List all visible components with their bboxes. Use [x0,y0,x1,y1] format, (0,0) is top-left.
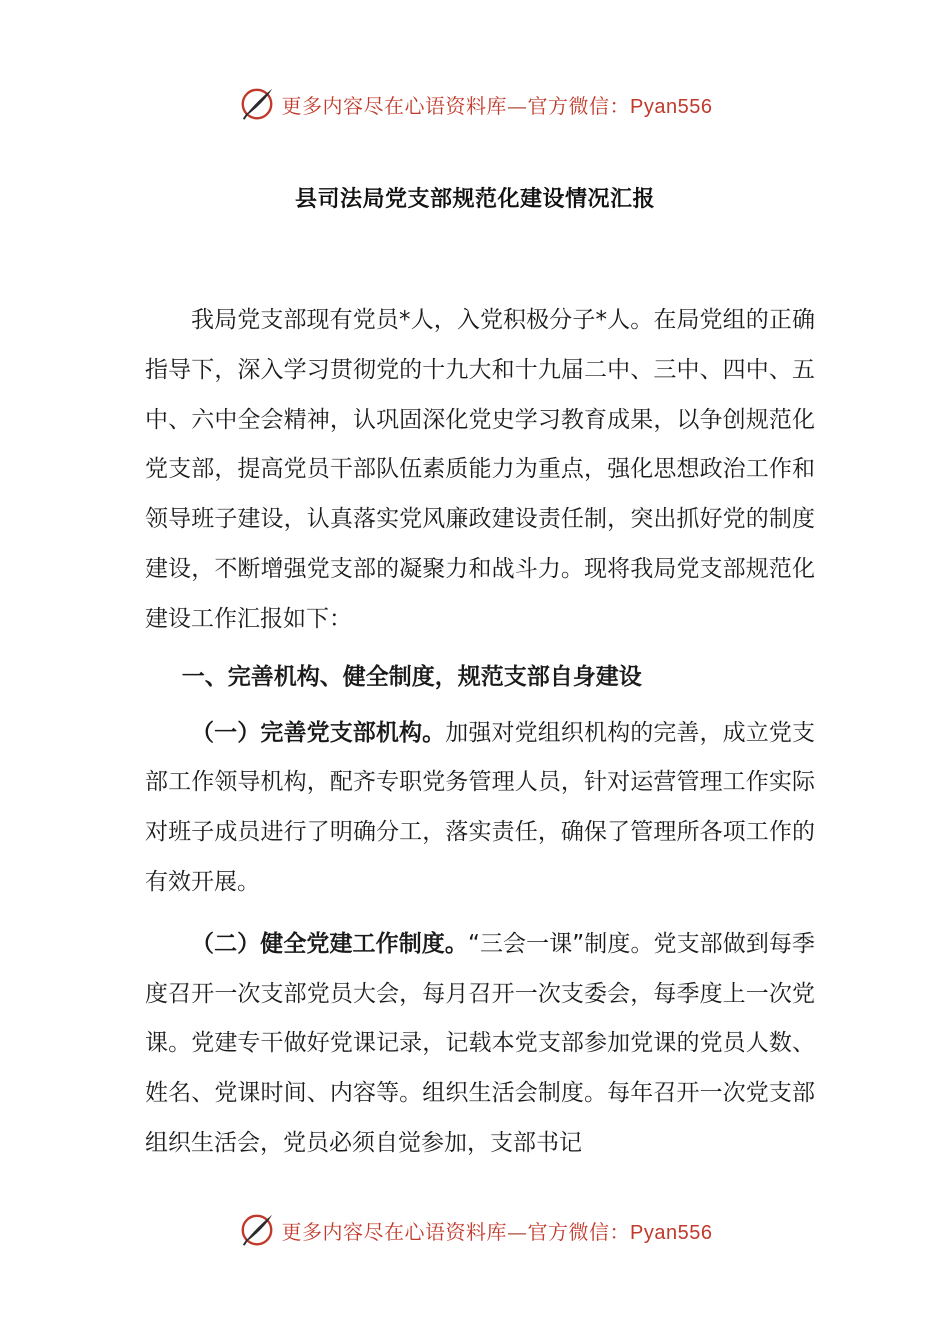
watermark-wechat-label: 官方微信： [527,1219,631,1244]
subsection-2-heading: （二）健全党建工作制度。 [191,930,468,957]
subsection-1-paragraph [145,709,815,908]
watermark-site-name: 更多内容尽在心语资料库 [281,93,508,118]
section-heading-1: 一、完善机构、健全制度，规范支部自身建设 [181,663,642,690]
subsection-2-body: “三会一课”制度。党支部做到每季度召开一次支部党员大会，每月召开一次支委会，每季度上一次党课。党建专干做好党课记录，记载本党支部参加党课的党员人数、姓名、党课时间、内容等。组织生活会制度。每年召开一次党支部组织生活会，党员必须自觉参加，支部书记 [145,930,815,1156]
watermark-handle: Pyan556 [630,95,713,118]
watermark-wechat-label: 官方微信： [527,93,631,118]
watermark-separator: — [507,1219,528,1244]
subsection-1-body: 加强对党组织机构的完善，成立党支部工作领导机构，配齐专职党务管理人员，针对运营管理工作实际对班子成员进行了明确分工，落实责任，确保了管理所各项工作的有效开展。 [145,719,816,895]
quill-logo-icon [238,1211,276,1249]
document-title: 县司法局党支部规范化建设情况汇报 [294,187,655,212]
watermark-text [282,1216,713,1245]
footer-watermark [0,1210,950,1250]
subsection-2-paragraph [145,920,815,1169]
watermark-separator: — [507,93,528,118]
document-body [145,296,815,1169]
watermark-text [282,90,713,119]
intro-paragraph: 我局党支部现有党员*人，入党积极分子*人。在局党组的正确指导下，深入学习贯彻党的十九大和十九届二中、三中、四中、五中、六中全会精神，认巩固深化党史学习教育成果，以争创规范化党支部，提高党员干部队伍素质能力为重点，强化思想政治工作和领导班子建设，认真落实党风廉政建设责任制，突出抓好党的制度建设，不断增强党支部的凝聚力和战斗力。现将我局党支部规范化建设工作汇报如下： [145,307,815,632]
watermark-handle: Pyan556 [630,1221,713,1244]
quill-logo-icon [238,85,276,123]
header-watermark [0,84,950,124]
subsection-1-heading: （一）完善党支部机构。 [191,719,446,746]
watermark-site-name: 更多内容尽在心语资料库 [281,1219,508,1244]
